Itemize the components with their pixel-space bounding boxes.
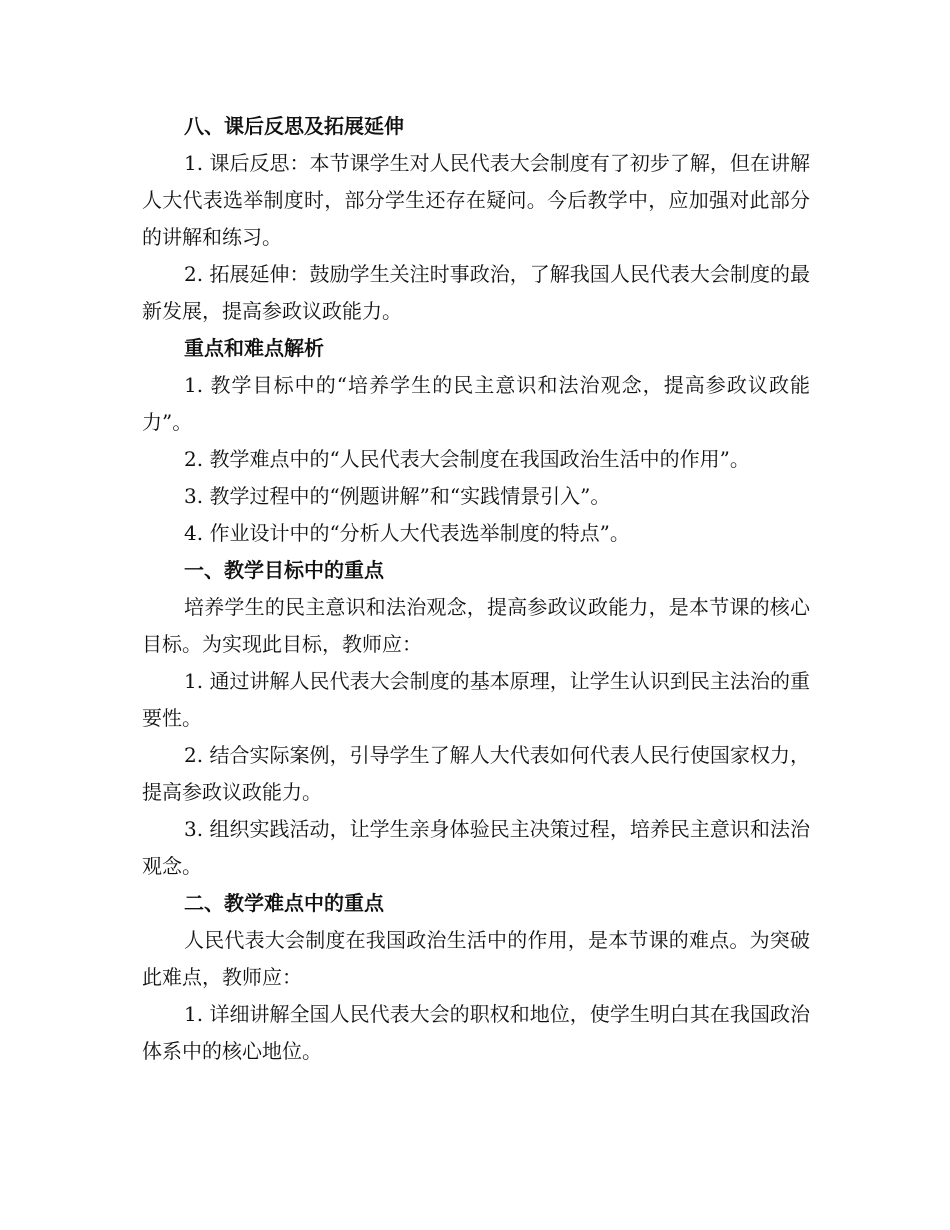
section-heading-difficulty: 二、教学难点中的重点 <box>184 891 384 915</box>
paragraph-extension: 2. 拓展延伸：鼓励学生关注时事政治，了解我国人民代表大会制度的最新发展，提高参政议政能力。 <box>142 262 810 323</box>
section-heading-reflection: 八、课后反思及拓展延伸 <box>184 114 404 138</box>
section-heading-key-points: 重点和难点解析 <box>184 336 324 360</box>
key-point-item-4: 4. 作业设计中的“分析人大代表选举制度的特点”。 <box>184 521 630 545</box>
document-body <box>142 108 810 1070</box>
goal-item-3: 3. 组织实践活动，让学生亲身体验民主决策过程，培养民主意识和法治观念。 <box>142 817 810 878</box>
paragraph-difficulty-intro: 人民代表大会制度在我国政治生活中的作用，是本节课的难点。为突破此难点，教师应： <box>142 928 810 989</box>
difficulty-item-1: 1. 详细讲解全国人民代表大会的职权和地位，使学生明白其在我国政治体系中的核心地位。 <box>142 1002 810 1063</box>
paragraph-reflection: 1. 课后反思：本节课学生对人民代表大会制度有了初步了解，但在讲解人大代表选举制度时，部分学生还存在疑问。今后教学中，应加强对此部分的讲解和练习。 <box>142 151 810 249</box>
goal-item-2: 2. 结合实际案例，引导学生了解人大代表如何代表人民行使国家权力，提高参政议政能力。 <box>142 743 810 804</box>
key-point-item-1: 1. 教学目标中的“培养学生的民主意识和法治观念，提高参政议政能力”。 <box>142 373 810 434</box>
goal-item-1: 1. 通过讲解人民代表大会制度的基本原理，让学生认识到民主法治的重要性。 <box>142 669 810 730</box>
paragraph-goal-intro: 培养学生的民主意识和法治观念，提高参政议政能力，是本节课的核心目标。为实现此目标，教师应： <box>142 595 810 656</box>
key-point-item-3: 3. 教学过程中的“例题讲解”和“实践情景引入”。 <box>184 484 611 508</box>
section-heading-goal: 一、教学目标中的重点 <box>184 558 384 582</box>
key-point-item-2: 2. 教学难点中的“人民代表大会制度在我国政治生活中的作用”。 <box>184 447 750 471</box>
